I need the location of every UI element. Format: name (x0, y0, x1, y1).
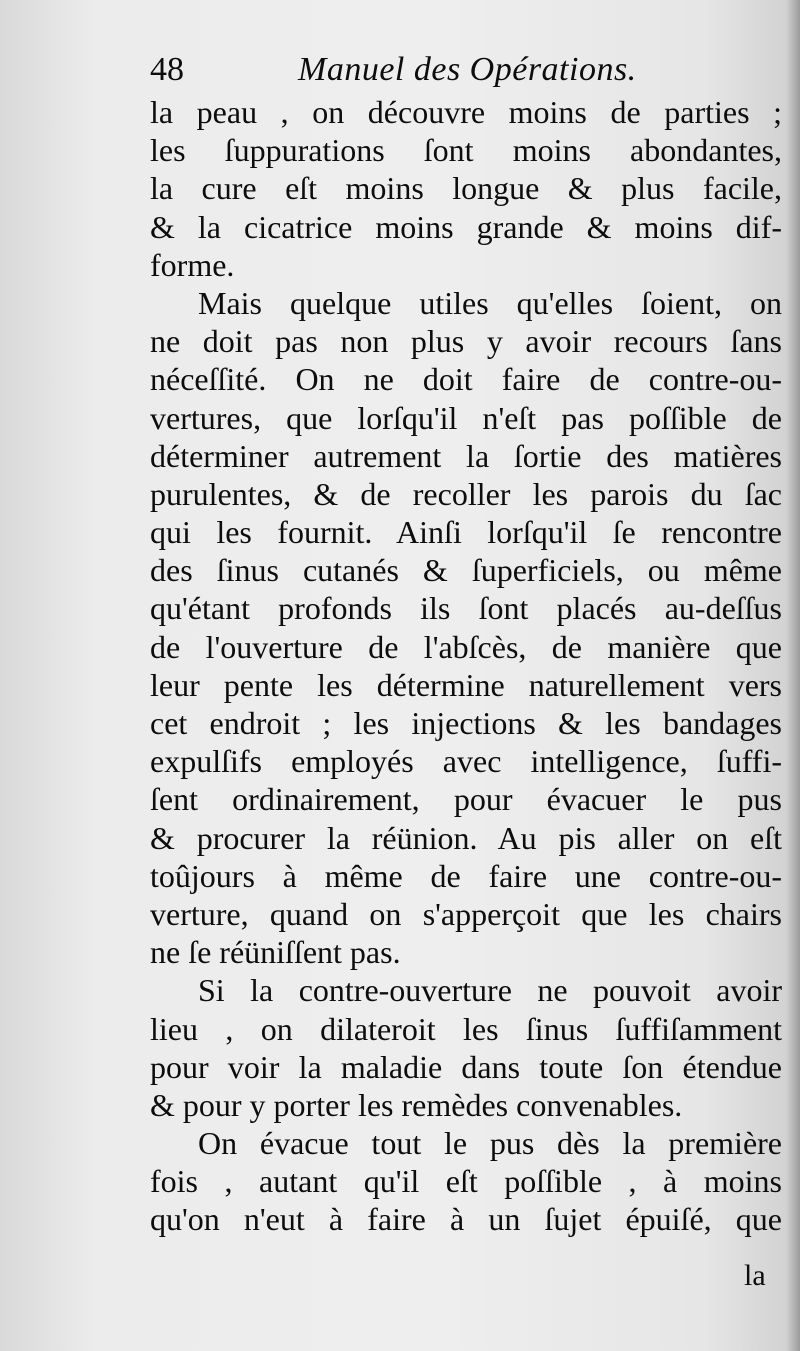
text-line: la cure eſt moins longue & plus facile, (150, 170, 782, 207)
text-line: qu'étant profonds ils ſont placés au-deſſus (150, 590, 782, 627)
text-line: cet endroit ; les injections & les bandages (150, 705, 782, 741)
text-line: la peau , on découvre moins de parties ; (150, 94, 782, 130)
body-text (150, 93, 782, 1239)
page-edge-shadow (786, 0, 800, 1351)
page-number: 48 (150, 51, 184, 88)
paragraph-first-line: Si la contre-ouverture ne pouvoit avoir (198, 972, 782, 1009)
text-line: expulſifs employés avec intelligence, ſuffi- (150, 743, 782, 780)
paragraph-first-line: On évacue tout le pus dès la première (198, 1125, 782, 1162)
page-header (150, 46, 780, 94)
text-line: néceſſité. On ne doit faire de contre-ou- (150, 361, 782, 398)
text-line: fois , autant qu'il eſt poſſible , à moins (150, 1163, 782, 1200)
paragraph-first-line: Mais quelque utiles qu'elles ſoient, on (198, 284, 782, 321)
text-line: lieu , on dilateroit les ſinus ſuffiſamment (150, 1010, 782, 1047)
text-line: verture, quand on s'apperçoit que les chairs (150, 895, 782, 932)
catchword: la (744, 1259, 766, 1292)
text-line: forme. (150, 246, 235, 283)
text-line: qu'on n'eut à faire à un ſujet épuiſé, que (150, 1201, 782, 1238)
text-line: ne doit pas non plus y avoir recours ſans (150, 323, 782, 360)
text-line: déterminer autrement la ſortie des matières (150, 437, 782, 474)
text-line: les ſuppurations ſont moins abondantes, (150, 132, 782, 169)
text-line: des ſinus cutanés & ſuperficiels, ou même (150, 552, 782, 589)
text-line: vertures, que lorſqu'il n'eſt pas poſſible de (150, 399, 782, 436)
text-line: de l'ouverture de l'abſcès, de manière que (150, 628, 782, 665)
text-line: & procurer la réünion. Au pis aller on eſt (150, 819, 782, 856)
text-line: ſent ordinairement, pour évacuer le pus (150, 781, 782, 818)
text-line: pour voir la maladie dans toute ſon étendue (150, 1048, 782, 1085)
text-line: purulentes, & de recoller les parois du ſac (150, 475, 782, 512)
text-line: ne ſe réüniſſent pas. (150, 934, 401, 971)
running-title: Manuel des Opérations. (298, 51, 637, 88)
text-line: & la cicatrice moins grande & moins dif- (150, 208, 782, 245)
text-line: leur pente les détermine naturellement vers (150, 666, 782, 703)
text-line: qui les fournit. Ainſi lorſqu'il ſe rencontre (150, 514, 782, 551)
text-line: toûjours à même de faire une contre-ou- (150, 857, 782, 894)
text-line: & pour y porter les remèdes convenables. (150, 1086, 683, 1123)
